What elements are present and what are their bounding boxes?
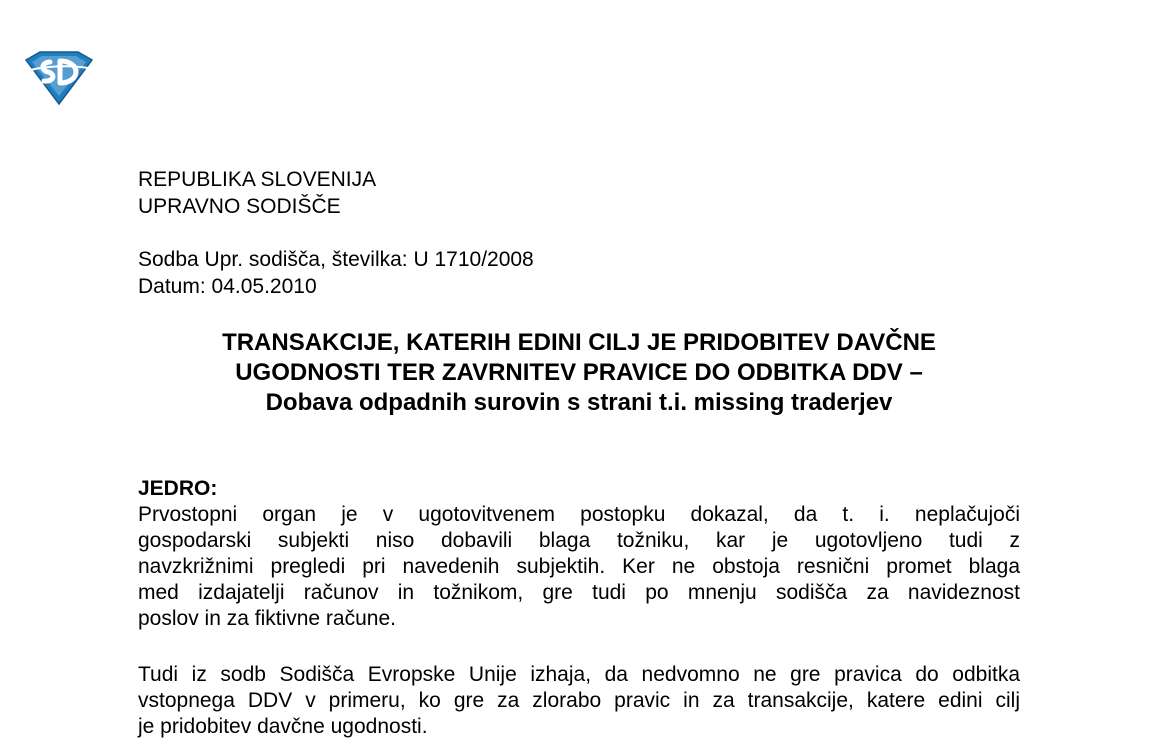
paragraph-line: poslov in za fiktivne račune. [138,607,396,630]
decision-date: Datum: 04.05.2010 [138,275,317,298]
case-number: Sodba Upr. sodišča, številka: U 1710/2008 [138,248,534,271]
section-heading: JEDRO: [138,477,218,500]
paragraph-line: je pridobitev davčne ugodnosti. [138,715,428,738]
court-name: UPRAVNO SODIŠČE [138,195,341,218]
title-line-1: TRANSAKCIJE, KATERIH EDINI CILJ JE PRIDOBITEV DAVČNE [222,329,936,356]
paragraph-line: vstopnega DDV v primeru, ko gre za zlorabo pravic in za transakcije, katere edini cilj [138,689,1020,712]
summary-paragraph-1 [138,502,1020,632]
paragraph-line: gospodarski subjekti niso dobavili blaga tožniku, kar je ugotovljeno tudi z [138,529,1020,552]
country-name: REPUBLIKA SLOVENIJA [138,168,377,191]
issuer-header [138,166,376,220]
title-line-3: Dobava odpadnih surovin s strani t.i. missing traderjev [265,389,893,416]
document-title [138,328,1020,418]
title-line-2: UGODNOSTI TER ZAVRNITEV PRAVICE DO ODBITKA DDV – [235,359,923,386]
paragraph-line: navzkrižnimi pregledi pri navedenih subjektih. Ker ne obstoja resnični promet blaga [138,555,1020,578]
paragraph-line: Prvostopni organ je v ugotovitvenem postopku dokazal, da t. i. neplačujoči [138,503,1020,526]
paragraph-line: med izdajatelji računov in tožnikom, gre tudi po mnenju sodišča za navideznost [138,581,1020,604]
case-reference [138,246,534,300]
court-logo [22,48,96,106]
paragraph-line: Tudi iz sodb Sodišča Evropske Unije izhaja, da nedvomno ne gre pravica do odbitka [138,663,1020,686]
summary-paragraph-2 [138,662,1020,740]
